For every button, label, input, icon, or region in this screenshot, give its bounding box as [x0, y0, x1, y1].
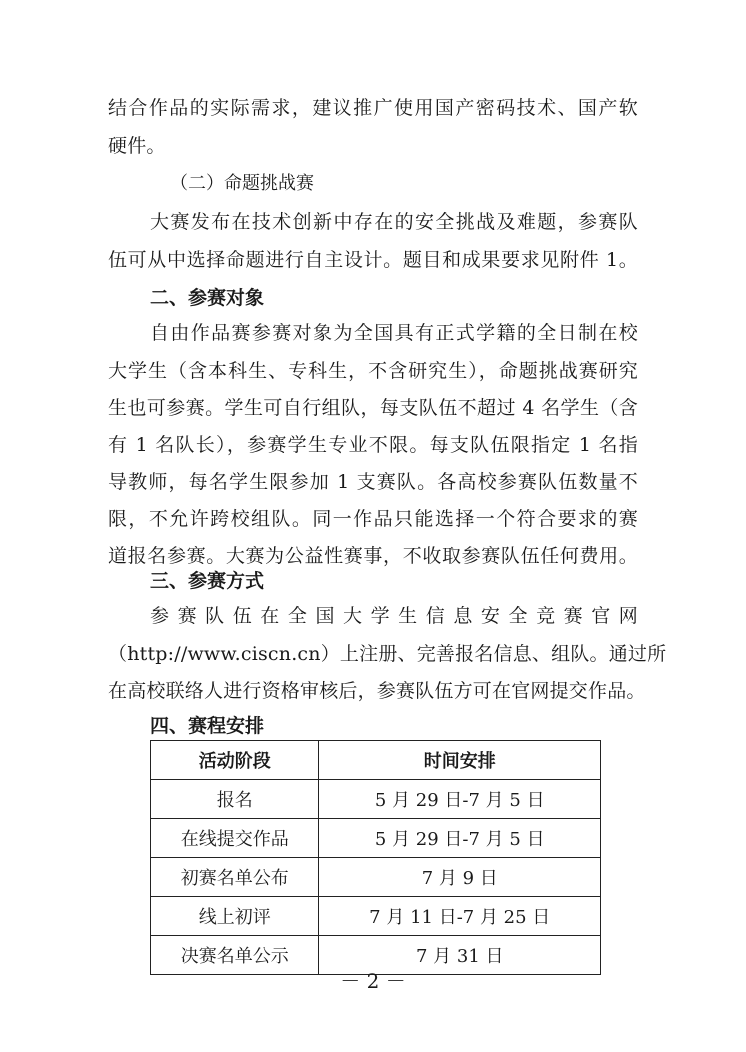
table-row	[151, 780, 601, 819]
page-number: － 2 －	[340, 969, 406, 993]
stage-cell: 决赛名单公示	[151, 936, 319, 975]
stage-cell: 在线提交作品	[151, 819, 319, 858]
method-line-2: （http://www.ciscn.cn）上注册、完善报名信息、组队。通过所	[108, 643, 667, 665]
challenge-line-2: 伍可从中选择命题进行自主设计。题目和成果要求见附件 1。	[108, 249, 638, 271]
time-cell: 5 月 29 日-7 月 5 日	[319, 819, 601, 858]
stage-cell: 报名	[151, 780, 319, 819]
participants-line-5: 导教师，每名学生限参加 1 支赛队。各高校参赛队伍数量不	[108, 471, 638, 493]
time-cell: 7 月 11 日-7 月 25 日	[319, 897, 601, 936]
challenge-line-1: 大赛发布在技术创新中存在的安全挑战及难题，参赛队	[150, 211, 638, 233]
table-row	[151, 897, 601, 936]
participants-line-6: 限，不允许跨校组队。同一作品只能选择一个符合要求的赛	[108, 508, 638, 530]
method-line-3: 在高校联络人进行资格审核后，参赛队伍方可在官网提交作品。	[108, 680, 646, 702]
schedule-header-row	[151, 741, 601, 780]
stage-cell: 初赛名单公布	[151, 858, 319, 897]
table-row	[151, 819, 601, 858]
participants-line-2: 大学生（含本科生、专科生，不含研究生），命题挑战赛研究	[108, 360, 638, 382]
challenge-section-title: （二）命题挑战赛	[170, 173, 314, 194]
header-stage: 活动阶段	[151, 741, 319, 780]
schedule-table	[150, 740, 601, 975]
time-cell: 7 月 31 日	[319, 936, 601, 975]
time-cell: 5 月 29 日-7 月 5 日	[319, 780, 601, 819]
time-cell: 7 月 9 日	[319, 858, 601, 897]
method-line-1: 参赛队伍在全国大学生信息安全竞赛官网	[150, 605, 638, 627]
participants-line-7: 道报名参赛。大赛为公益性赛事，不收取参赛队伍任何费用。	[108, 545, 638, 567]
schedule-heading: 四、赛程安排	[150, 715, 265, 737]
method-heading: 三、参赛方式	[150, 570, 265, 592]
participants-heading: 二、参赛对象	[150, 287, 265, 309]
participants-line-4: 有 1 名队长），参赛学生专业不限。每支队伍限指定 1 名指	[108, 434, 638, 456]
intro-line-2: 硬件。	[108, 135, 166, 157]
intro-line-1: 结合作品的实际需求，建议推广使用国产密码技术、国产软	[108, 97, 638, 119]
participants-line-3: 生也可参赛。学生可自行组队，每支队伍不超过 4 名学生（含	[108, 397, 638, 419]
table-row	[151, 858, 601, 897]
header-time: 时间安排	[319, 741, 601, 780]
stage-cell: 线上初评	[151, 897, 319, 936]
participants-line-1: 自由作品赛参赛对象为全国具有正式学籍的全日制在校	[150, 322, 638, 344]
